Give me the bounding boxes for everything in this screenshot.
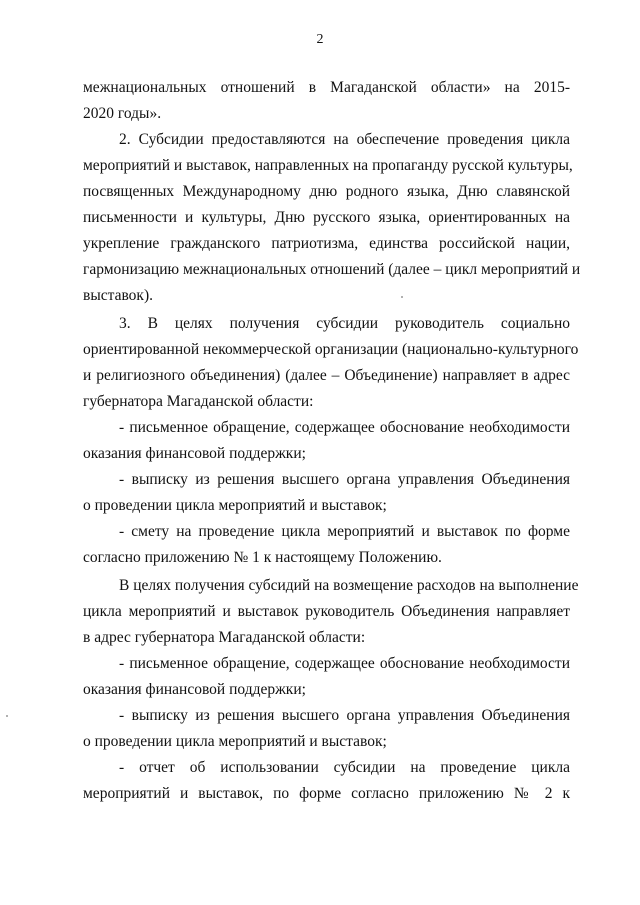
text-line: письменности и культуры, Дню русского языка, ориентированных на <box>83 209 570 226</box>
text-line: оказания финансовой поддержки; <box>83 445 306 462</box>
list-item-start: - смету на проведение цикла мероприятий и выставок по форме <box>119 523 570 540</box>
scan-speck <box>401 296 403 298</box>
text-line: мероприятий и выставок, по форме согласно приложению № 2 к <box>83 785 570 802</box>
list-item-start: - письменное обращение, содержащее обоснование необходимости <box>119 419 570 436</box>
text-line: ориентированной некоммерческой организации (национально-культурного <box>83 341 579 358</box>
paragraph-start: 2. Субсидии предоставляются на обеспечение проведения цикла <box>119 131 570 148</box>
text-line: выставок). <box>83 287 153 304</box>
text-line: 2020 годы». <box>83 105 162 122</box>
text-line: о проведении цикла мероприятий и выставок; <box>83 497 387 514</box>
paragraph-start: 3. В целях получения субсидии руководитель социально <box>119 315 570 332</box>
list-item-start: - выписку из решения высшего органа управления Объединения <box>119 707 570 724</box>
text-line: губернатора Магаданской области: <box>83 393 314 410</box>
text-line: цикла мероприятий и выставок руководитель Объединения направляет <box>83 603 570 620</box>
scan-speck <box>6 715 8 717</box>
page-number: 2 <box>316 32 324 47</box>
text-line: согласно приложению № 1 к настоящему Положению. <box>83 549 442 566</box>
list-item-start: - отчет об использовании субсидии на проведение цикла <box>119 759 570 776</box>
text-line: в адрес губернатора Магаданской области: <box>83 629 366 646</box>
text-line: оказания финансовой поддержки; <box>83 681 306 698</box>
text-line: о проведении цикла мероприятий и выставок; <box>83 733 387 750</box>
text-line: и религиозного объединения) (далее – Объединение) направляет в адрес <box>83 367 570 384</box>
text-line: мероприятий и выставок, направленных на пропаганду русской культуры, <box>83 157 573 174</box>
list-item-start: - выписку из решения высшего органа управления Объединения <box>119 471 570 488</box>
text-line: посвященных Международному дню родного языка, Дню славянской <box>83 183 570 200</box>
text-line: укрепление гражданского патриотизма, единства российской нации, <box>83 235 570 252</box>
text-line: гармонизацию межнациональных отношений (далее – цикл мероприятий и <box>83 261 581 278</box>
paragraph-start: В целях получения субсидий на возмещение расходов на выполнение <box>119 577 579 594</box>
list-item-start: - письменное обращение, содержащее обоснование необходимости <box>119 655 570 672</box>
text-line: межнациональных отношений в Магаданской области» на 2015- <box>83 79 570 96</box>
